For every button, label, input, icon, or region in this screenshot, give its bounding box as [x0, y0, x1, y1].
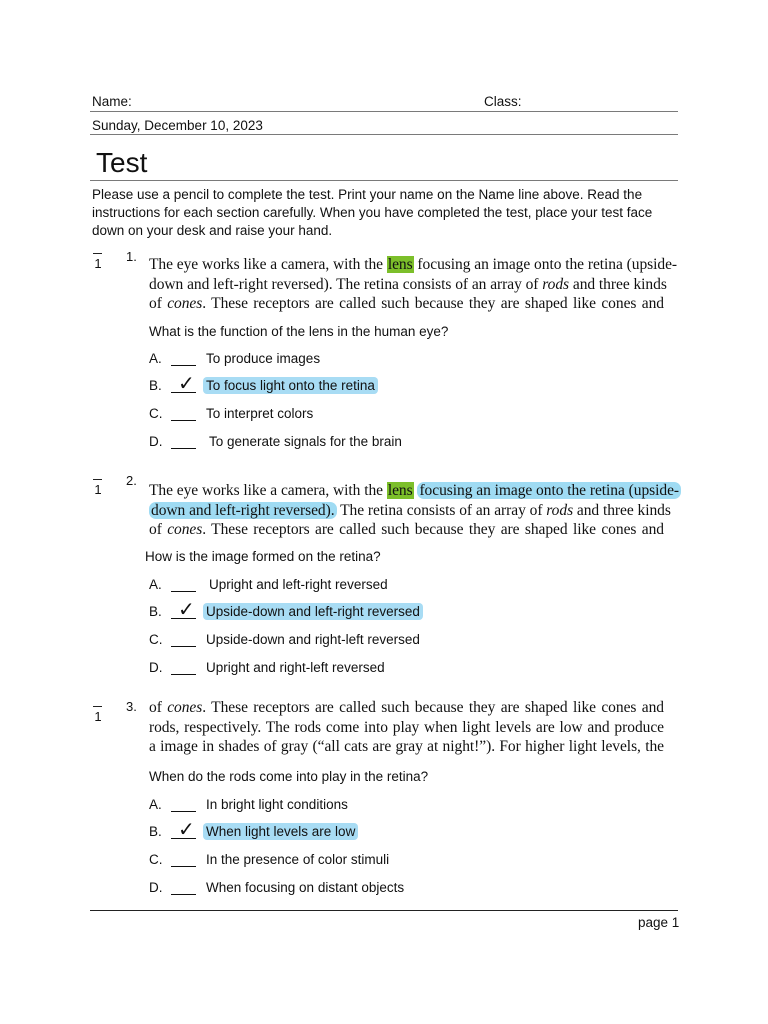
passage-excerpt: [149, 698, 664, 757]
answer-blank[interactable]: [171, 420, 196, 421]
question-number: 2.: [126, 473, 137, 488]
option-letter: B.: [149, 824, 162, 839]
passage-line: of cones. These receptors are called such because they are shaped like cones and: [149, 699, 664, 716]
option-letter: C.: [149, 406, 163, 421]
option-letter: A.: [149, 577, 162, 592]
points-value: 1: [94, 482, 102, 497]
question-number: 3.: [126, 699, 137, 714]
question-text: When do the rods come into play in the retina?: [149, 769, 429, 784]
class-label: Class:: [484, 94, 522, 109]
passage-line: down and left-right reversed). The retina consists of an array of rods and three kinds: [149, 275, 667, 293]
option-letter: D.: [149, 880, 163, 895]
answer-blank[interactable]: [171, 811, 196, 812]
question-text: What is the function of the lens in the human eye?: [149, 324, 449, 339]
title-divider: [90, 180, 678, 181]
passage-excerpt: [149, 481, 680, 540]
passage-line: rods, respectively. The rods come into play when light levels are low and produce: [149, 718, 664, 736]
answer-blank[interactable]: [171, 365, 196, 366]
checkmark-icon: ✓: [178, 817, 195, 841]
answer-blank[interactable]: [171, 646, 196, 647]
question-number: 1.: [126, 249, 137, 264]
name-label: Name:: [92, 94, 132, 109]
score-field[interactable]: [91, 706, 105, 724]
date-divider: [90, 134, 678, 135]
checkmark-icon: ✓: [178, 371, 195, 395]
option-text: In bright light conditions: [206, 797, 348, 812]
option-text: To generate signals for the brain: [209, 434, 402, 449]
passage-line: a image in shades of gray (“all cats are gray at night!”). For higher light levels, the: [149, 738, 664, 755]
passage-excerpt: [149, 255, 678, 314]
option-letter: D.: [149, 660, 163, 675]
option-text: Upright and right-left reversed: [206, 660, 385, 675]
score-field[interactable]: [91, 479, 105, 497]
option-text: In the presence of color stimuli: [206, 852, 390, 867]
highlight-lens: lens: [387, 482, 413, 499]
option-letter: B.: [149, 604, 162, 619]
score-field[interactable]: [91, 253, 105, 271]
answer-blank[interactable]: [171, 866, 196, 867]
answer-blank[interactable]: [171, 448, 196, 449]
option-text: Upright and left-right reversed: [209, 577, 388, 592]
highlight-passage: focusing an image onto the retina (upside-: [419, 482, 680, 499]
option-text-highlighted: To focus light onto the retina: [203, 377, 378, 394]
highlight-passage: down and left-right reversed).: [151, 501, 335, 519]
points-value: 1: [94, 709, 102, 724]
answer-blank[interactable]: [171, 591, 196, 592]
option-letter: B.: [149, 378, 162, 393]
footer-divider: [90, 910, 678, 911]
question-text: How is the image formed on the retina?: [145, 549, 381, 564]
passage-line: of cones. These receptors are called such because they are shaped like cones and: [149, 295, 664, 312]
option-text: To produce images: [206, 351, 321, 366]
option-letter: A.: [149, 351, 162, 366]
option-text: Upside-down and right-left reversed: [206, 632, 420, 647]
answer-blank[interactable]: [171, 894, 196, 895]
option-text-highlighted: When light levels are low: [203, 823, 358, 840]
page-title: Test: [96, 147, 148, 178]
page-number: page 1: [638, 915, 680, 930]
name-line[interactable]: [90, 111, 678, 112]
checkmark-icon: ✓: [178, 597, 195, 621]
answer-blank[interactable]: [171, 674, 196, 675]
option-letter: A.: [149, 797, 162, 812]
option-text: When focusing on distant objects: [206, 880, 405, 895]
passage-line: of cones. These receptors are called such because they are shaped like cones and: [149, 521, 664, 538]
passage-line: The eye works like a camera, with the lens focusing an image onto the retina (upside-: [149, 482, 680, 499]
date-text: Sunday, December 10, 2023: [92, 118, 263, 133]
option-letter: C.: [149, 632, 163, 647]
points-value: 1: [94, 256, 102, 271]
option-text-highlighted: Upside-down and left-right reversed: [203, 603, 423, 620]
instructions-text: Please use a pencil to complete the test. Print your name on the Name line above. Read the instructions for each section carefully. When you have completed the test, place your test face down on your desk and raise your hand.: [92, 187, 653, 238]
option-letter: D.: [149, 434, 163, 449]
passage-line: The eye works like a camera, with the lens focusing an image onto the retina (upside-: [149, 256, 678, 273]
option-letter: C.: [149, 852, 163, 867]
passage-line: down and left-right reversed). The retina consists of an array of rods and three kinds: [151, 501, 671, 519]
highlight-lens: lens: [387, 256, 413, 273]
option-text: To interpret colors: [206, 406, 314, 421]
